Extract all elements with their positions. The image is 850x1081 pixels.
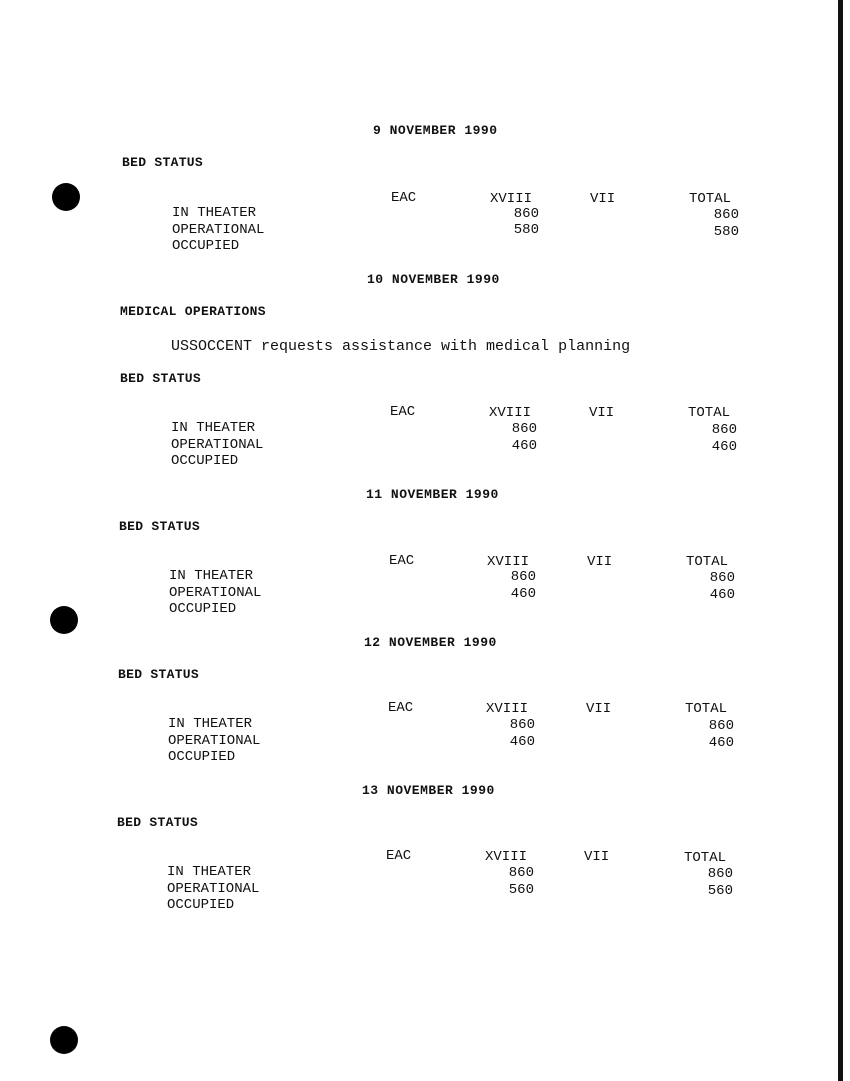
row-label-occupied: OCCUPIED — [168, 749, 236, 765]
row-label-occupied: OCCUPIED — [169, 601, 237, 617]
col-header-xviii: XVIII — [485, 849, 528, 865]
date-heading: 10 NOVEMBER 1990 — [367, 272, 500, 287]
section-heading-bed-status: BED STATUS — [118, 667, 200, 682]
row-labels — [171, 420, 263, 470]
value-in-theater-xviii: 860 — [508, 865, 534, 881]
col-header-total: TOTAL — [684, 850, 727, 866]
value-operational-total: 460 — [709, 587, 735, 603]
value-in-theater-total: 860 — [708, 718, 734, 734]
value-operational-xviii: 460 — [509, 734, 535, 750]
col-header-xviii: XVIII — [487, 554, 530, 570]
row-label-in-theater: IN THEATER — [167, 864, 252, 880]
row-label-operational: OPERATIONAL — [169, 584, 262, 601]
value-operational-xviii: 560 — [508, 882, 534, 898]
row-label-occupied: OCCUPIED — [171, 453, 239, 469]
value-operational-total: 460 — [711, 439, 737, 455]
col-header-vii: VII — [590, 191, 616, 207]
value-in-theater-xviii: 860 — [513, 206, 539, 222]
row-label-occupied: OCCUPIED — [167, 897, 235, 913]
value-in-theater-total: 860 — [709, 570, 735, 586]
row-label-in-theater: IN THEATER — [171, 420, 256, 436]
col-header-total: TOTAL — [685, 701, 728, 717]
date-heading: 13 NOVEMBER 1990 — [362, 783, 495, 798]
col-header-total: TOTAL — [688, 405, 731, 421]
row-labels — [168, 716, 260, 766]
value-operational-total: 560 — [707, 883, 733, 899]
col-header-eac: EAC — [390, 404, 416, 420]
col-header-xviii: XVIII — [489, 405, 532, 421]
section-heading-bed-status: BED STATUS — [117, 815, 199, 830]
value-in-theater-total: 860 — [713, 207, 739, 223]
col-header-eac: EAC — [386, 848, 412, 864]
value-in-theater-xviii: 860 — [509, 717, 535, 733]
binder-hole-middle — [50, 606, 78, 634]
row-label-operational: OPERATIONAL — [171, 436, 264, 453]
value-in-theater-total: 860 — [711, 422, 737, 438]
value-in-theater-xviii: 860 — [510, 569, 536, 585]
col-header-xviii: XVIII — [490, 191, 533, 207]
section-heading-medical-operations: MEDICAL OPERATIONS — [120, 304, 266, 319]
row-label-operational: OPERATIONAL — [168, 732, 261, 749]
col-header-vii: VII — [584, 849, 610, 865]
row-label-in-theater: IN THEATER — [169, 568, 254, 584]
section-heading-bed-status: BED STATUS — [119, 519, 201, 534]
binder-hole-bottom — [50, 1026, 78, 1054]
row-label-in-theater: IN THEATER — [168, 716, 253, 732]
page-edge-border — [838, 0, 843, 1081]
row-labels — [172, 205, 264, 255]
row-labels — [169, 568, 261, 618]
value-in-theater-xviii: 860 — [511, 421, 537, 437]
date-heading: 9 NOVEMBER 1990 — [373, 123, 498, 138]
row-label-operational: OPERATIONAL — [172, 221, 265, 238]
col-header-eac: EAC — [391, 190, 417, 206]
binder-hole-top — [52, 183, 80, 211]
value-operational-xviii: 580 — [513, 222, 539, 238]
value-in-theater-total: 860 — [707, 866, 733, 882]
date-heading: 11 NOVEMBER 1990 — [366, 487, 499, 502]
medical-operations-text: USSOCCENT requests assistance with medical planning — [171, 338, 631, 355]
col-header-total: TOTAL — [686, 554, 729, 570]
section-heading-bed-status: BED STATUS — [122, 155, 204, 170]
row-label-in-theater: IN THEATER — [172, 205, 257, 221]
col-header-eac: EAC — [389, 553, 415, 569]
col-header-vii: VII — [589, 405, 615, 421]
value-operational-total: 460 — [708, 735, 734, 751]
value-operational-xviii: 460 — [510, 586, 536, 602]
col-header-total: TOTAL — [689, 191, 732, 207]
col-header-xviii: XVIII — [486, 701, 529, 717]
row-labels — [167, 864, 259, 914]
col-header-eac: EAC — [388, 700, 414, 716]
row-label-operational: OPERATIONAL — [167, 880, 260, 897]
row-label-occupied: OCCUPIED — [172, 238, 240, 254]
col-header-vii: VII — [586, 701, 612, 717]
value-operational-xviii: 460 — [511, 438, 537, 454]
section-heading-bed-status: BED STATUS — [120, 371, 202, 386]
value-operational-total: 580 — [713, 224, 739, 240]
date-heading: 12 NOVEMBER 1990 — [364, 635, 497, 650]
col-header-vii: VII — [587, 554, 613, 570]
